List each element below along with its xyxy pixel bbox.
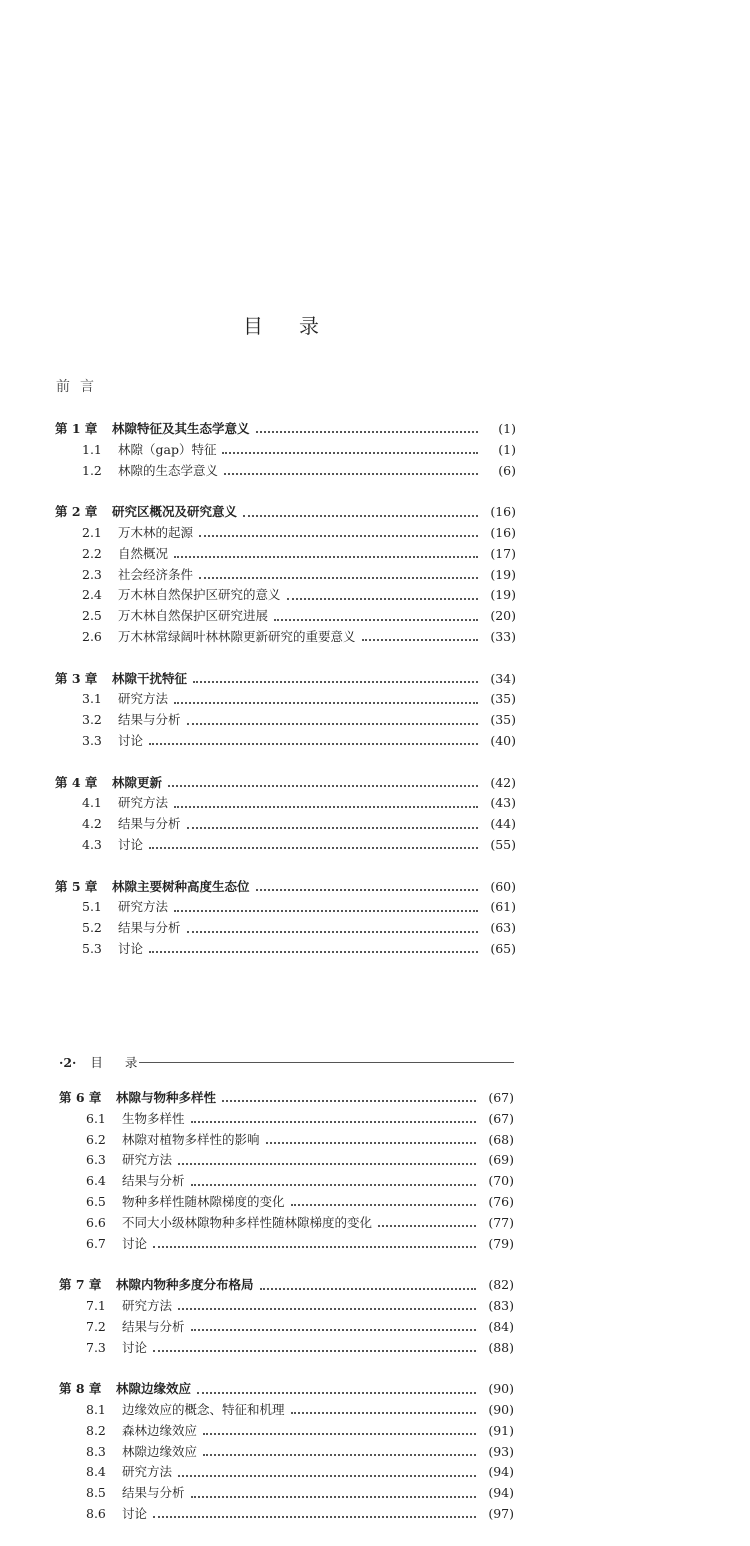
entry-page-number: (90) — [488, 1401, 514, 1417]
entry-title: 讨论 — [118, 732, 144, 748]
entry-title: 林隙（gap）特征 — [118, 441, 217, 457]
toc-section-entry[interactable] — [59, 1442, 514, 1463]
dot-leader — [153, 1246, 476, 1248]
entry-title: 讨论 — [118, 940, 144, 956]
entry-number: 4.2 — [82, 816, 102, 832]
entry-title: 研究方法 — [118, 795, 169, 811]
dot-leader — [187, 931, 478, 933]
entry-page-number: (61) — [490, 899, 516, 915]
toc-section-entry[interactable] — [59, 1338, 514, 1359]
entry-page-number: (40) — [490, 732, 516, 748]
entry-number: 3.1 — [82, 691, 102, 707]
entry-number: 第 5 章 — [55, 878, 98, 894]
toc-section-entry[interactable] — [55, 689, 516, 710]
dot-leader — [153, 1350, 476, 1352]
entry-number: 5.1 — [82, 899, 102, 915]
entry-title: 结果与分析 — [122, 1173, 185, 1189]
dot-leader — [174, 702, 478, 704]
toc-section-entry[interactable] — [55, 897, 516, 918]
toc-chapter-entry[interactable] — [55, 877, 516, 898]
entry-title: 万木林的起源 — [118, 524, 194, 540]
entry-number: 3.2 — [82, 712, 102, 728]
entry-number: 6.2 — [86, 1131, 106, 1147]
toc-section-entry[interactable] — [59, 1462, 514, 1483]
dot-leader — [178, 1475, 476, 1477]
entry-page-number: (94) — [488, 1464, 514, 1480]
toc-section-entry[interactable] — [55, 606, 516, 627]
group-spacer — [55, 856, 516, 877]
toc-chapter-entry[interactable] — [55, 419, 516, 440]
dot-leader — [149, 743, 478, 745]
group-spacer — [55, 481, 516, 502]
toc-section-entry[interactable] — [55, 918, 516, 939]
entry-title: 林隙更新 — [112, 774, 163, 790]
entry-number: 8.4 — [86, 1464, 106, 1480]
group-spacer — [59, 1358, 514, 1379]
entry-number: 6.3 — [86, 1152, 106, 1168]
toc-section-entry[interactable] — [59, 1317, 514, 1338]
toc-section-entry[interactable] — [59, 1192, 514, 1213]
entry-title: 林隙内物种多度分布格局 — [116, 1277, 254, 1293]
entry-page-number: (60) — [490, 878, 516, 894]
entry-number: 第 6 章 — [59, 1090, 102, 1105]
dot-leader — [266, 1142, 476, 1144]
entry-title: 讨论 — [122, 1505, 148, 1521]
entry-page-number: (19) — [490, 566, 516, 582]
page-title: 目录 — [243, 314, 355, 338]
dot-leader — [274, 619, 478, 621]
dot-leader — [287, 598, 478, 600]
entry-page-number: (35) — [490, 712, 516, 728]
entry-page-number: (76) — [488, 1193, 514, 1209]
entry-title: 不同大小级林隙物种多样性随林隙梯度的变化 — [122, 1214, 373, 1230]
toc-section-entry[interactable] — [55, 814, 516, 835]
dot-leader — [362, 639, 478, 641]
entry-page-number: (33) — [490, 628, 516, 644]
entry-page-number: (1) — [498, 441, 516, 457]
toc-section-entry[interactable] — [59, 1213, 514, 1234]
entry-page-number: (82) — [488, 1277, 514, 1293]
dot-leader — [222, 452, 478, 454]
entry-page-number: (67) — [488, 1110, 514, 1126]
entry-number: 第 3 章 — [55, 670, 98, 686]
entry-title: 林隙边缘效应 — [116, 1381, 192, 1397]
running-head-page-number: ·2· — [59, 1054, 77, 1070]
toc-chapter-entry[interactable] — [59, 1379, 514, 1400]
toc-entry-preface[interactable]: 前言 — [56, 379, 104, 395]
toc-chapter-entry[interactable] — [55, 669, 516, 690]
entry-page-number: (90) — [488, 1381, 514, 1397]
entry-number: 第 1 章 — [55, 421, 98, 436]
entry-title: 结果与分析 — [118, 816, 181, 832]
dot-leader — [378, 1225, 476, 1227]
entry-number: 1.2 — [82, 462, 102, 478]
entry-number: 第 7 章 — [59, 1277, 102, 1293]
entry-number: 1.1 — [82, 441, 102, 457]
toc-section-entry[interactable] — [55, 523, 516, 544]
dot-leader — [174, 910, 478, 912]
toc-section-entry[interactable] — [55, 565, 516, 586]
entry-page-number: (77) — [488, 1214, 514, 1230]
entry-title: 讨论 — [118, 836, 144, 852]
entry-title: 林隙的生态学意义 — [118, 462, 219, 478]
entry-number: 4.1 — [82, 795, 102, 811]
entry-number: 第 2 章 — [55, 504, 98, 520]
dot-leader — [203, 1433, 476, 1435]
entry-page-number: (67) — [488, 1090, 514, 1105]
entry-page-number: (97) — [488, 1505, 514, 1521]
toc-chapter-entry[interactable] — [59, 1088, 514, 1109]
entry-title: 讨论 — [122, 1235, 148, 1251]
dot-leader — [153, 1516, 476, 1518]
toc-list-page2 — [59, 1088, 514, 1525]
toc-section-entry[interactable] — [55, 710, 516, 731]
toc-section-entry[interactable] — [59, 1171, 514, 1192]
dot-leader — [191, 1329, 476, 1331]
dot-leader — [191, 1184, 476, 1186]
dot-leader — [191, 1496, 476, 1498]
toc-section-entry[interactable] — [55, 793, 516, 814]
group-spacer — [55, 752, 516, 773]
entry-page-number: (79) — [488, 1235, 514, 1251]
entry-page-number: (65) — [490, 940, 516, 956]
entry-number: 5.3 — [82, 940, 102, 956]
entry-page-number: (35) — [490, 691, 516, 707]
running-head — [59, 1053, 514, 1071]
entry-page-number: (19) — [490, 587, 516, 603]
toc-section-entry[interactable] — [59, 1130, 514, 1151]
entry-number: 8.2 — [86, 1422, 106, 1438]
entry-number: 6.1 — [86, 1110, 106, 1126]
toc-section-entry[interactable] — [55, 585, 516, 606]
dot-leader — [168, 785, 478, 787]
entry-number: 7.2 — [86, 1318, 106, 1334]
entry-number: 6.7 — [86, 1235, 106, 1251]
entry-number: 8.3 — [86, 1443, 106, 1459]
dot-leader — [187, 827, 478, 829]
entry-title: 边缘效应的概念、特征和机理 — [122, 1401, 285, 1417]
entry-number: 5.2 — [82, 920, 102, 936]
entry-page-number: (34) — [490, 670, 516, 686]
dot-leader — [197, 1392, 476, 1394]
toc-section-entry[interactable] — [59, 1234, 514, 1255]
toc-chapter-entry[interactable] — [55, 502, 516, 523]
entry-page-number: (16) — [490, 504, 516, 520]
entry-page-number: (88) — [488, 1339, 514, 1355]
entry-title: 研究方法 — [118, 691, 169, 707]
entry-page-number: (84) — [488, 1318, 514, 1334]
entry-title: 社会经济条件 — [118, 566, 194, 582]
toc-section-entry[interactable] — [55, 544, 516, 565]
entry-title: 研究方法 — [122, 1297, 173, 1313]
dot-leader — [260, 1288, 476, 1290]
entry-title: 物种多样性随林隙梯度的变化 — [122, 1193, 285, 1209]
group-spacer — [59, 1254, 514, 1275]
entry-page-number: (6) — [498, 462, 516, 478]
dot-leader — [243, 515, 478, 517]
dot-leader — [222, 1100, 476, 1102]
entry-title: 讨论 — [122, 1339, 148, 1355]
entry-title: 万木林常绿阔叶林林隙更新研究的重要意义 — [118, 628, 356, 644]
entry-page-number: (93) — [488, 1443, 514, 1459]
entry-page-number: (44) — [490, 816, 516, 832]
entry-page-number: (42) — [490, 774, 516, 790]
toc-chapter-entry[interactable] — [55, 773, 516, 794]
toc-section-entry[interactable] — [59, 1504, 514, 1525]
dot-leader — [291, 1412, 476, 1414]
entry-number: 2.4 — [82, 587, 102, 603]
dot-leader — [199, 577, 478, 579]
entry-title: 林隙边缘效应 — [122, 1443, 198, 1459]
entry-page-number: (83) — [488, 1297, 514, 1313]
entry-title: 自然概况 — [118, 545, 169, 561]
entry-title: 森林边缘效应 — [122, 1422, 198, 1438]
entry-number: 2.6 — [82, 628, 102, 644]
entry-page-number: (43) — [490, 795, 516, 811]
entry-page-number: (17) — [490, 545, 516, 561]
entry-title: 研究区概况及研究意义 — [112, 504, 238, 520]
toc-section-entry[interactable] — [59, 1421, 514, 1442]
toc-section-entry[interactable] — [59, 1483, 514, 1504]
entry-number: 7.1 — [86, 1297, 106, 1313]
toc-section-entry[interactable] — [55, 835, 516, 856]
entry-title: 研究方法 — [118, 899, 169, 915]
dot-leader — [174, 806, 478, 808]
entry-page-number: (16) — [490, 524, 516, 540]
entry-number: 第 4 章 — [55, 774, 98, 790]
entry-title: 结果与分析 — [118, 920, 181, 936]
entry-number: 6.4 — [86, 1173, 106, 1189]
entry-title: 研究方法 — [122, 1152, 173, 1168]
dot-leader — [291, 1204, 476, 1206]
dot-leader — [178, 1163, 476, 1165]
dot-leader — [256, 431, 478, 433]
dot-leader — [199, 535, 478, 537]
running-head-rule — [139, 1062, 514, 1063]
entry-number: 4.3 — [82, 836, 102, 852]
dot-leader — [224, 473, 478, 475]
entry-page-number: (55) — [490, 836, 516, 852]
entry-title: 万木林自然保护区研究的意义 — [118, 587, 281, 603]
dot-leader — [203, 1454, 476, 1456]
entry-page-number: (91) — [488, 1422, 514, 1438]
dot-leader — [193, 681, 478, 683]
dot-leader — [187, 723, 478, 725]
toc-section-entry[interactable] — [55, 939, 516, 960]
entry-page-number: (70) — [488, 1173, 514, 1189]
entry-number: 2.2 — [82, 545, 102, 561]
dot-leader — [191, 1121, 476, 1123]
group-spacer — [55, 648, 516, 669]
entry-title: 结果与分析 — [122, 1318, 185, 1334]
toc-section-entry[interactable] — [55, 461, 516, 482]
toc-section-entry[interactable] — [59, 1150, 514, 1171]
entry-number: 2.1 — [82, 524, 102, 540]
entry-page-number: (94) — [488, 1485, 514, 1501]
toc-section-entry[interactable] — [59, 1400, 514, 1421]
entry-number: 3.3 — [82, 732, 102, 748]
entry-title: 生物多样性 — [122, 1110, 185, 1126]
dot-leader — [149, 951, 478, 953]
entry-page-number: (63) — [490, 920, 516, 936]
dot-leader — [174, 556, 478, 558]
entry-title: 结果与分析 — [118, 712, 181, 728]
entry-number: 8.5 — [86, 1485, 106, 1501]
dot-leader — [178, 1308, 476, 1310]
entry-title: 林隙主要树种高度生态位 — [112, 878, 250, 894]
entry-number: 6.5 — [86, 1193, 106, 1209]
entry-title: 林隙对植物多样性的影响 — [122, 1131, 260, 1147]
toc-section-entry[interactable] — [55, 731, 516, 752]
entry-title: 林隙特征及其生态学意义 — [112, 421, 250, 436]
toc-section-entry[interactable] — [55, 440, 516, 461]
entry-number: 7.3 — [86, 1339, 106, 1355]
entry-page-number: (68) — [488, 1131, 514, 1147]
toc-section-entry[interactable] — [55, 627, 516, 648]
running-head-title: 目录 — [90, 1055, 160, 1070]
toc-section-entry[interactable] — [59, 1296, 514, 1317]
toc-list-page1 — [55, 419, 516, 960]
entry-number: 8.6 — [86, 1505, 106, 1521]
entry-number: 8.1 — [86, 1401, 106, 1417]
entry-title: 林隙干扰特征 — [112, 670, 188, 686]
toc-section-entry[interactable] — [59, 1109, 514, 1130]
toc-chapter-entry[interactable] — [59, 1275, 514, 1296]
entry-number: 2.5 — [82, 608, 102, 624]
entry-page-number: (20) — [490, 608, 516, 624]
entry-title: 研究方法 — [122, 1464, 173, 1480]
entry-page-number: (1) — [498, 421, 516, 436]
entry-number: 6.6 — [86, 1214, 106, 1230]
entry-page-number: (69) — [488, 1152, 514, 1168]
entry-number: 第 8 章 — [59, 1381, 102, 1397]
entry-title: 万木林自然保护区研究进展 — [118, 608, 269, 624]
entry-title: 林隙与物种多样性 — [116, 1090, 217, 1105]
dot-leader — [256, 889, 478, 891]
entry-title: 结果与分析 — [122, 1485, 185, 1501]
dot-leader — [149, 847, 478, 849]
entry-number: 2.3 — [82, 566, 102, 582]
